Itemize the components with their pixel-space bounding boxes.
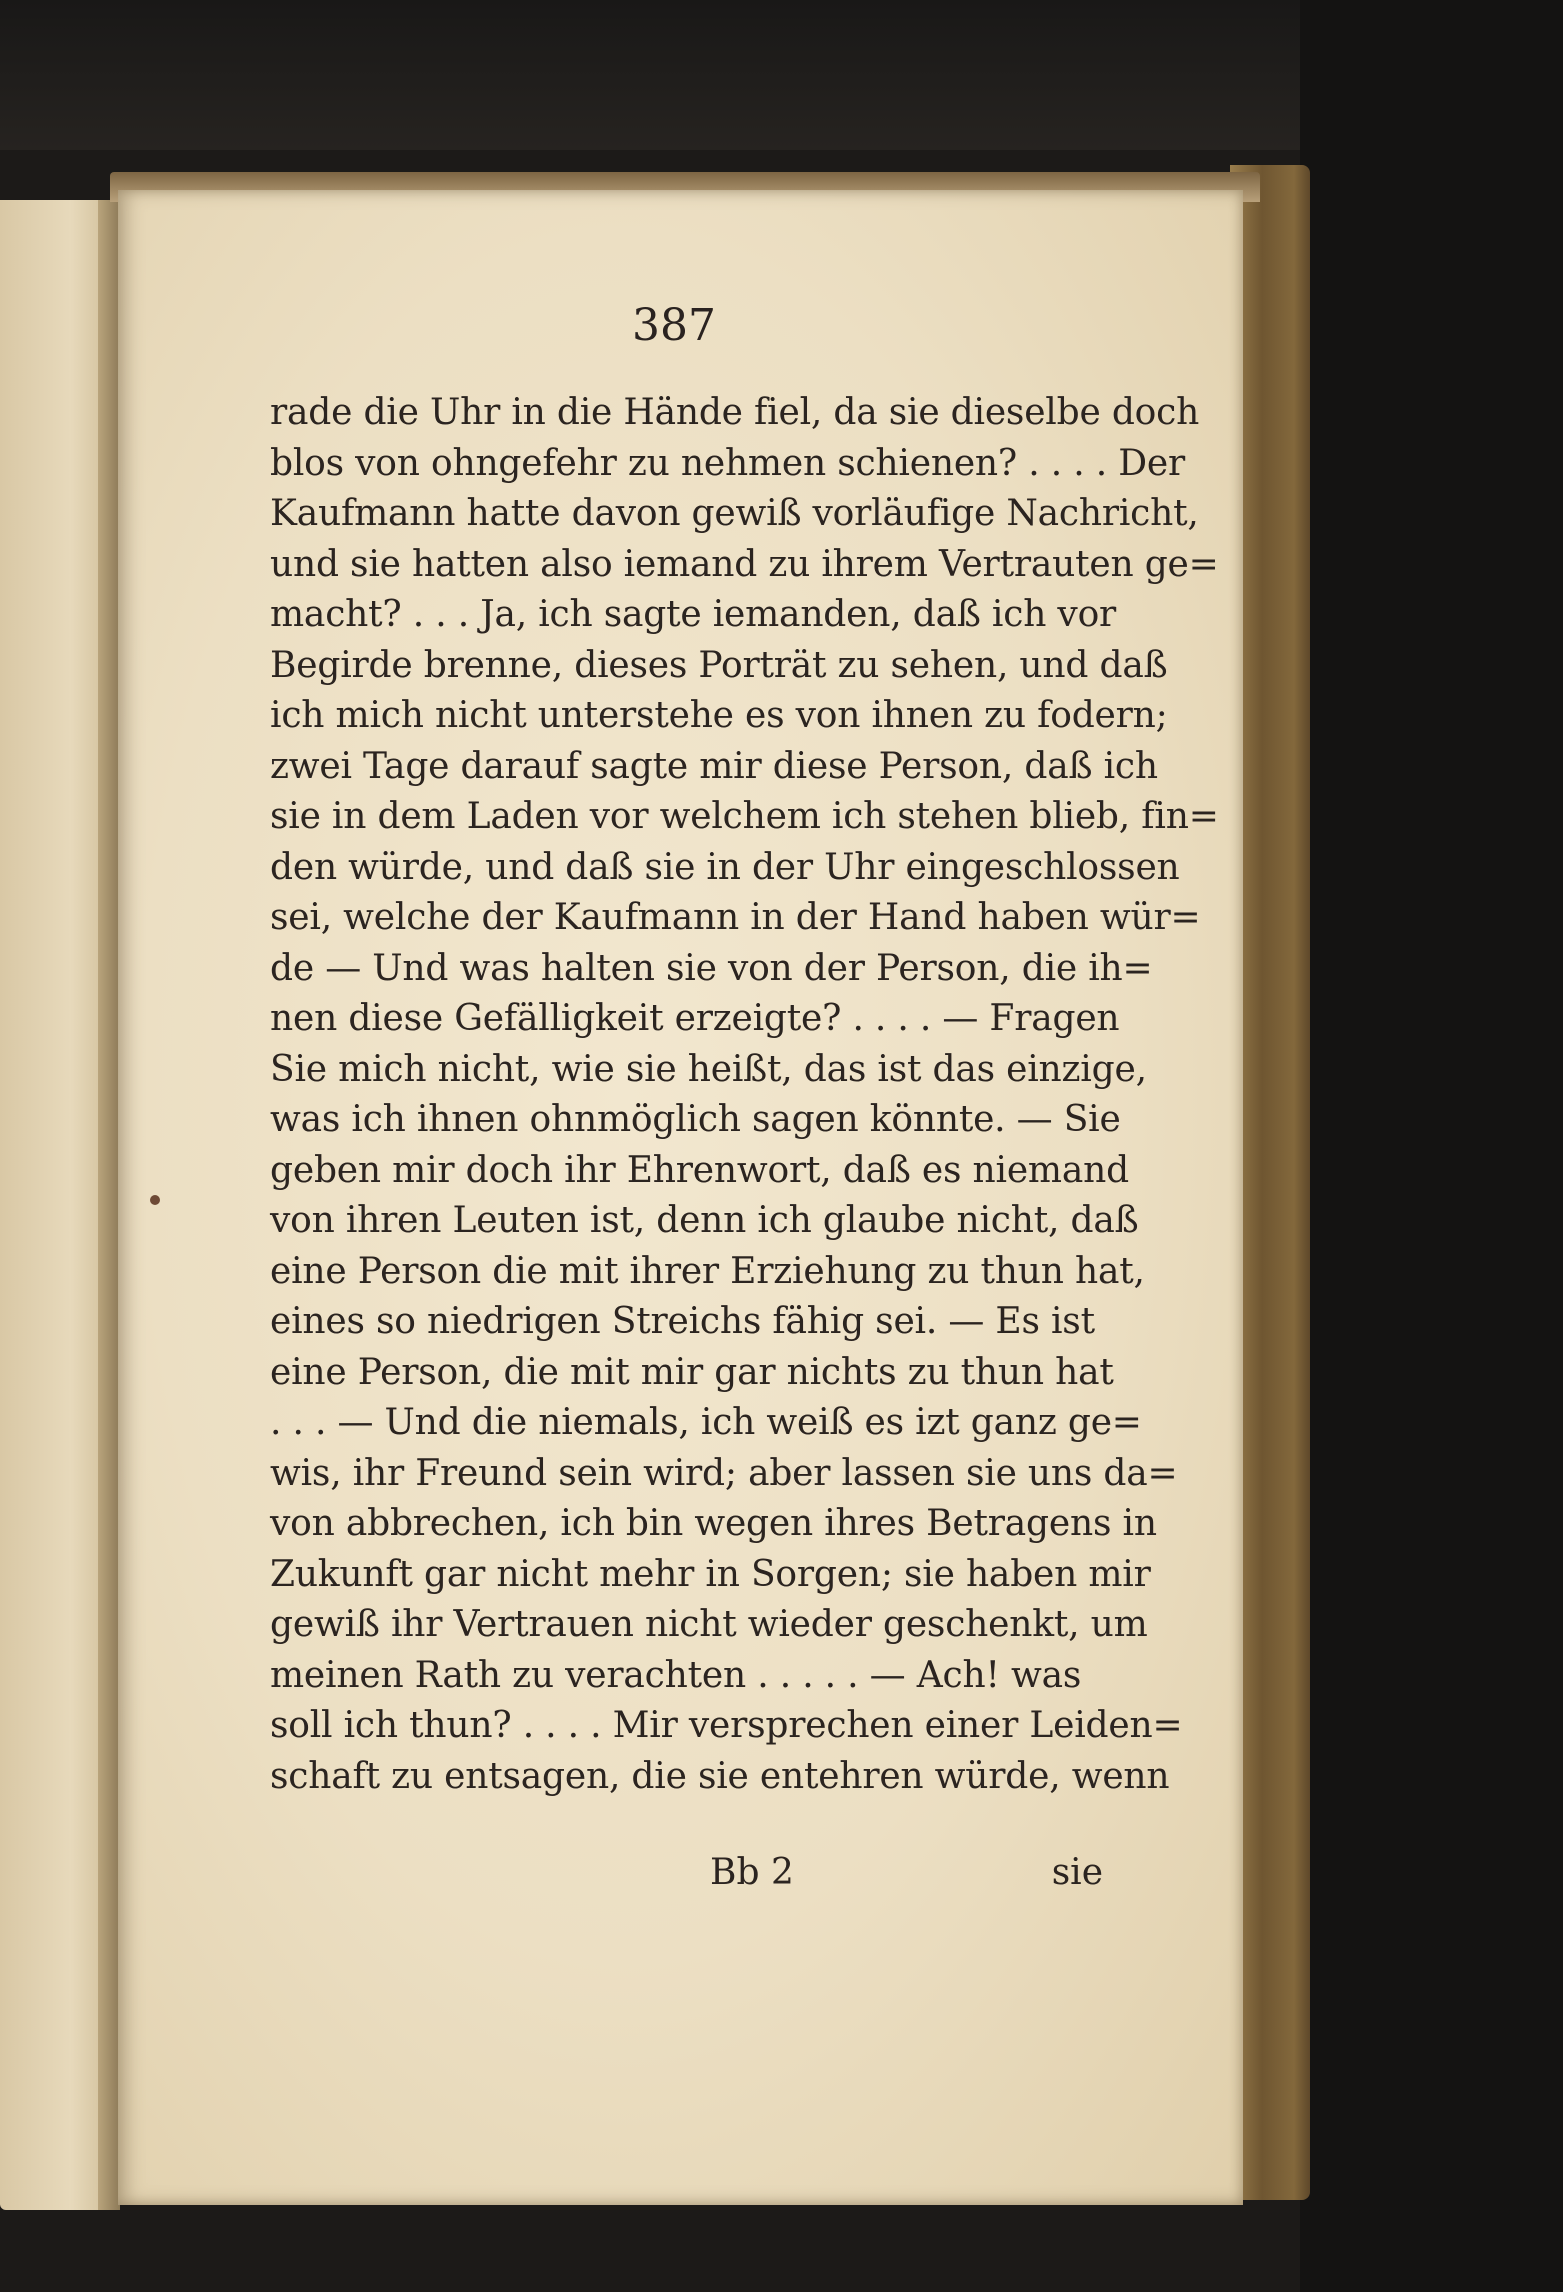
text-line: Sie mich nicht, wie sie heißt, das ist das einzige, [270, 1048, 1147, 1090]
text-line: geben mir doch ihr Ehrenwort, daß es niemand [270, 1149, 1129, 1191]
ink-stain [150, 1195, 160, 1205]
text-line: und sie hatten also iemand zu ihrem Vertrauten ge= [270, 543, 1219, 585]
text-line: eines so niedrigen Streichs fähig sei. — Es ist [270, 1301, 1095, 1342]
signature-mark: Bb 2 [710, 1852, 794, 1893]
text-line: von ihren Leuten ist, denn ich glaube nicht, daß [270, 1200, 1139, 1241]
text-line: sie in dem Laden vor welchem ich stehen blieb, fin= [270, 796, 1219, 837]
text-line: gewiß ihr Vertrauen nicht wieder geschenkt, um [270, 1604, 1148, 1645]
page-footer [270, 1848, 1103, 1898]
text-line: ich mich nicht unterstehe es von ihnen zu fodern; [270, 695, 1168, 736]
text-line: macht? . . . Ja, ich sagte iemanden, daß ich vor [270, 594, 1117, 635]
text-line: zwei Tage darauf sagte mir diese Person, daß ich [270, 745, 1158, 787]
text-line: rade die Uhr in die Hände fiel, da sie dieselbe doch [270, 392, 1200, 433]
text-line: eine Person die mit ihrer Erziehung zu thun hat, [270, 1250, 1145, 1292]
text-line: schaft zu entsagen, die sie entehren würde, wenn [270, 1755, 1170, 1797]
text-line: nen diese Gefälligkeit erzeigte? . . . . — Fragen [270, 998, 1120, 1039]
text-line: soll ich thun? . . . . Mir versprechen einer Leiden= [270, 1705, 1183, 1746]
text-line: Kaufmann hatte davon gewiß vorläufige Nachricht, [270, 493, 1199, 534]
background-right [1300, 0, 1563, 2292]
page-text [270, 388, 1219, 1802]
text-line: . . . — Und die niemals, ich weiß es izt ganz ge= [270, 1402, 1142, 1443]
text-line: Zukunft gar nicht mehr in Sorgen; sie haben mir [270, 1553, 1151, 1595]
text-line: den würde, und daß sie in der Uhr eingeschlossen [270, 846, 1180, 888]
text-line: meinen Rath zu verachten . . . . . — Ach! was [270, 1654, 1082, 1696]
text-line: de — Und was halten sie von der Person, die ih= [270, 947, 1153, 989]
text-line: eine Person, die mit mir gar nichts zu thun hat [270, 1351, 1114, 1393]
text-line: sei, welche der Kaufmann in der Hand haben wür= [270, 897, 1201, 938]
text-line: blos von ohngefehr zu nehmen schienen? . . . . Der [270, 442, 1185, 484]
catchword: sie [1051, 1852, 1103, 1893]
text-line: was ich ihnen ohnmöglich sagen könnte. — Sie [270, 1099, 1121, 1140]
text-line: wis, ihr Freund sein wird; aber lassen sie uns da= [270, 1452, 1178, 1494]
spine-gutter [98, 200, 120, 2210]
text-line: Begirde brenne, dieses Porträt zu sehen, und daß [270, 644, 1168, 686]
page-number: 387 [632, 300, 716, 351]
text-line: von abbrechen, ich bin wegen ihres Betragens in [270, 1503, 1157, 1544]
